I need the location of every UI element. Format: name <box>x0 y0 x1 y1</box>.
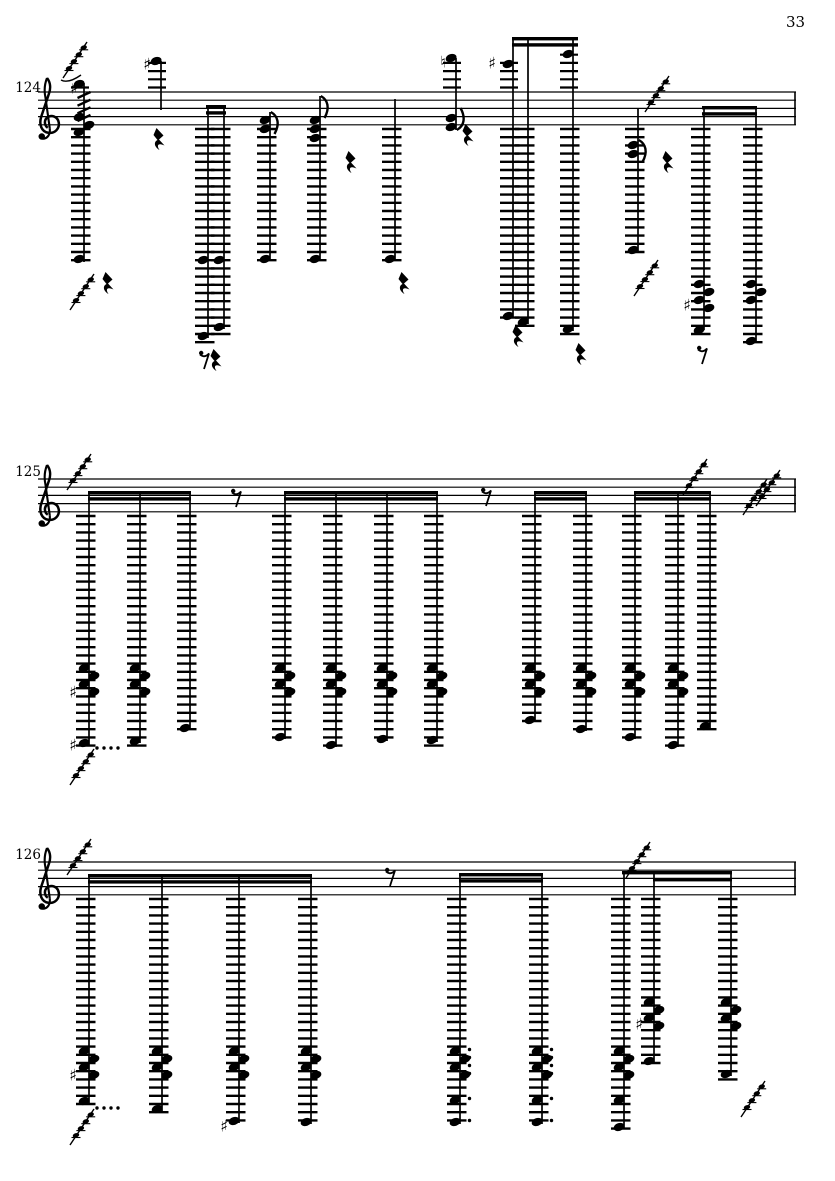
note-column <box>560 38 580 334</box>
note-column <box>665 493 689 750</box>
ledger-lines <box>307 129 327 260</box>
ledger-lines <box>718 899 738 1079</box>
grace-run <box>61 42 88 81</box>
page-number: 33 <box>786 13 806 31</box>
sharp-accidental: ♯ <box>69 682 77 702</box>
note-column <box>683 107 715 335</box>
note-column <box>625 109 646 255</box>
note-column <box>257 112 278 264</box>
note-column <box>424 493 448 746</box>
quarter-rest-icon <box>463 124 474 146</box>
augmentation-dot <box>468 1097 471 1100</box>
measure-number: 126 <box>15 847 41 863</box>
ledger-lines <box>149 899 169 1112</box>
augmentation-dot <box>550 1119 553 1122</box>
ledger-lines <box>382 129 402 260</box>
quarter-rest-icon <box>513 325 524 347</box>
note-column <box>515 38 535 327</box>
ledger-lines <box>177 516 197 729</box>
note-column <box>143 55 166 111</box>
ledger-lines <box>622 516 642 737</box>
note-column <box>69 876 120 1110</box>
beam <box>622 871 732 874</box>
dot-trail <box>95 746 119 749</box>
beam <box>206 105 226 115</box>
beam <box>512 37 578 47</box>
quarter-rest-icon <box>399 272 410 294</box>
quarter-rest-icon <box>211 349 222 371</box>
grace-run <box>634 260 659 296</box>
ledger-lines-above <box>560 55 578 88</box>
system-measure-125 <box>15 454 796 785</box>
sharp-accidental: ♯ <box>635 1014 643 1034</box>
ledger-lines <box>743 129 763 342</box>
ledger-lines <box>573 516 593 729</box>
note-column <box>529 875 553 1127</box>
grace-run <box>645 76 670 112</box>
sharp-accidental: ♯ <box>69 735 77 755</box>
grace-run <box>67 839 92 875</box>
staff-lines <box>38 92 796 125</box>
note-column <box>272 493 296 742</box>
augmentation-dot <box>468 1056 471 1059</box>
eighth-flag <box>639 140 646 162</box>
note-column <box>323 493 347 750</box>
sharp-accidental: ♯ <box>143 54 151 74</box>
ledger-lines <box>529 899 549 1120</box>
dot-trail <box>95 1106 119 1109</box>
note-column <box>611 872 635 1132</box>
ledger-lines <box>665 516 685 746</box>
augmentation-dot <box>468 1072 471 1075</box>
ledger-lines <box>697 516 717 729</box>
augmentation-dot <box>550 1097 553 1100</box>
grace-run <box>70 274 95 310</box>
note-column <box>374 493 398 744</box>
ledger-lines <box>211 129 231 334</box>
augmentation-dot <box>550 1064 553 1067</box>
note-column <box>177 493 197 733</box>
augmentation-dot <box>550 1056 553 1059</box>
ledger-lines <box>257 129 277 260</box>
eighth-rest-icon <box>231 489 241 507</box>
system-measure-124 <box>15 37 796 371</box>
note-column <box>573 493 597 734</box>
grace-run <box>683 459 708 495</box>
natural-accidental: ♮ <box>440 52 446 72</box>
ledger-lines <box>515 129 535 326</box>
ledger-lines <box>611 899 631 1129</box>
note-column <box>697 493 717 731</box>
note-column <box>635 872 665 1066</box>
quarter-rest-icon <box>154 128 165 150</box>
ledger-lines <box>76 516 96 746</box>
grace-run <box>756 470 781 506</box>
note-column <box>382 99 402 264</box>
sharp-accidental: ♯ <box>488 53 496 73</box>
note-column <box>70 79 95 265</box>
note-column <box>447 875 471 1127</box>
ledger-lines <box>226 899 246 1120</box>
note-column <box>488 38 519 321</box>
augmentation-dot <box>468 1119 471 1122</box>
augmentation-dot <box>468 1048 471 1051</box>
note-column <box>211 106 231 334</box>
note-column <box>743 107 767 346</box>
note-column <box>307 96 328 264</box>
quarter-rest-icon <box>576 343 587 365</box>
note-column <box>220 876 250 1136</box>
note-column <box>69 493 120 755</box>
note-column <box>149 876 173 1114</box>
note-column <box>195 106 215 342</box>
ledger-lines <box>298 899 318 1120</box>
sharp-accidental: ♯ <box>220 1116 228 1136</box>
augmentation-dot <box>550 1072 553 1075</box>
note-column <box>127 493 151 746</box>
augmentation-dot <box>468 1064 471 1067</box>
sharp-accidental: ♯ <box>683 295 691 315</box>
grace-run <box>741 1081 766 1117</box>
sharp-accidental: ♯ <box>69 1065 77 1085</box>
note-column <box>718 872 742 1079</box>
ledger-lines <box>424 516 444 746</box>
note-column <box>522 493 546 725</box>
eighth-flag <box>457 108 464 130</box>
beam <box>653 878 732 881</box>
quarter-rest-icon <box>346 151 357 173</box>
eighth-rest-icon <box>697 346 707 364</box>
ledger-lines <box>447 899 467 1120</box>
ledger-lines <box>323 516 343 746</box>
beam <box>702 106 757 116</box>
ledger-lines <box>641 899 661 1063</box>
quarter-rest-icon <box>663 151 674 173</box>
quarter-rest-icon <box>103 272 114 294</box>
ledger-lines <box>71 129 91 260</box>
sharp-accidental: ♯ <box>70 78 78 98</box>
note-column <box>298 876 322 1127</box>
augmentation-dot <box>550 1048 553 1051</box>
ledger-lines <box>272 516 292 737</box>
eighth-flag <box>321 96 328 118</box>
note-column <box>622 493 646 742</box>
system-measure-126 <box>15 839 796 1145</box>
ledger-lines <box>560 129 580 334</box>
ledger-lines <box>127 516 147 746</box>
eighth-rest-icon <box>199 351 209 369</box>
ledger-lines <box>374 516 394 737</box>
eighth-flag <box>271 112 278 134</box>
grace-run <box>67 454 92 490</box>
grace-run <box>70 1109 95 1145</box>
ledger-lines <box>500 129 520 318</box>
measure-number: 125 <box>15 464 41 480</box>
staff-lines <box>38 479 796 512</box>
measure-number: 124 <box>15 80 41 96</box>
